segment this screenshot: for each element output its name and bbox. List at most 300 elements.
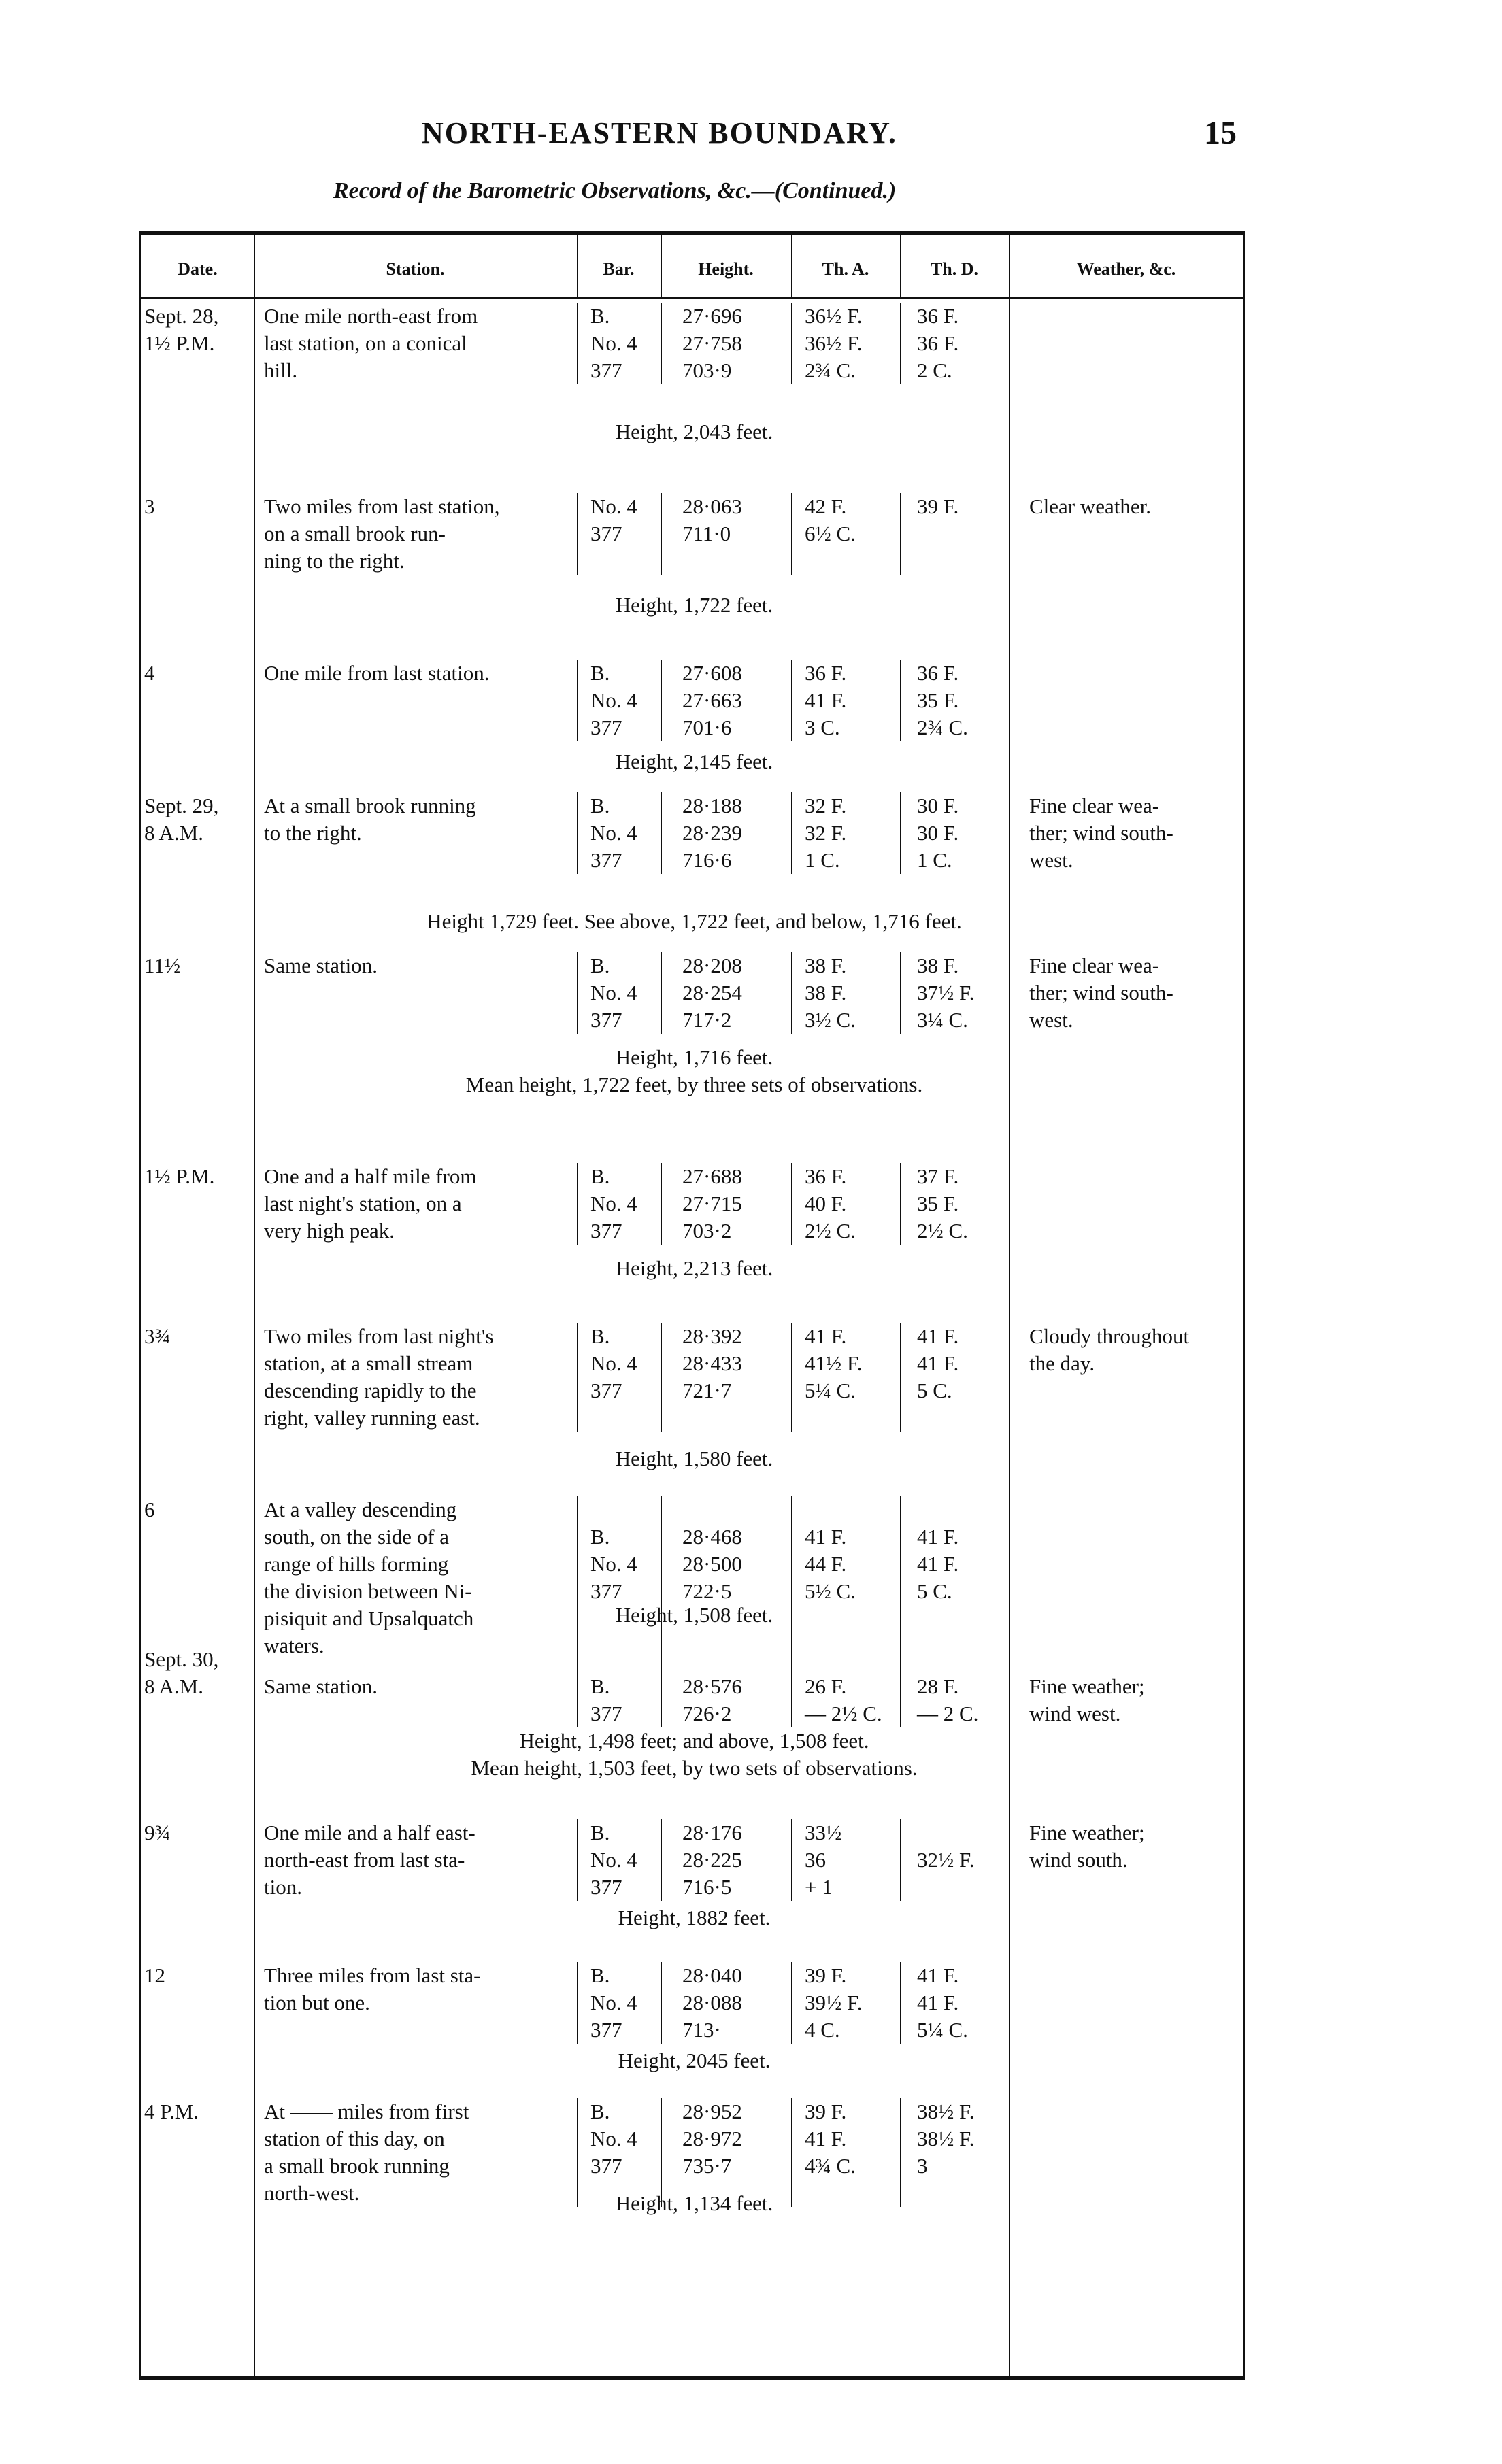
tha-line: 39 F. [805, 1963, 847, 1987]
height-line: 703·2 [682, 1219, 732, 1243]
station-line: to the right. [264, 821, 362, 845]
station-line: tion. [264, 1875, 302, 1899]
tha-cell [805, 303, 907, 384]
thd-line: 3 [917, 2154, 928, 2178]
cell-divider [577, 1496, 578, 1659]
bar-line: No. 4 [590, 2127, 637, 2150]
bar-line: B. [590, 1324, 610, 1348]
tha-cell [805, 1323, 907, 1404]
height-summary [141, 1255, 1247, 1282]
cell-divider [661, 1163, 662, 1245]
thd-line: 39 F. [917, 494, 959, 518]
date-cell [141, 952, 244, 979]
tha-line: 2½ C. [805, 1219, 856, 1243]
summary-line: Height, 2,043 feet. [615, 420, 773, 443]
station-line: At —— miles from first [264, 2099, 469, 2123]
thd-line: 35 F. [917, 688, 959, 712]
bar-line: No. 4 [590, 494, 637, 518]
tha-line: 42 F. [805, 494, 847, 518]
thd-cell [917, 660, 1002, 741]
height-cell [682, 493, 791, 547]
height-line: 701·6 [682, 715, 732, 739]
date-line: 8 A.M. [144, 821, 203, 845]
cell-divider [900, 792, 901, 874]
table-header-row [141, 235, 1243, 299]
bar-line: No. 4 [590, 331, 637, 355]
height-line: 721·7 [682, 1379, 732, 1402]
weather-cell [1029, 952, 1247, 1034]
thd-cell [917, 493, 1002, 520]
thd-line [917, 1496, 1002, 1523]
thd-line: 41 F. [917, 1324, 959, 1348]
station-line: hill. [264, 358, 298, 382]
cell-divider [577, 792, 578, 874]
page-header [0, 109, 1502, 170]
station-line: on a small brook run- [264, 522, 446, 545]
summary-line: Height, 1,508 feet. [615, 1603, 773, 1627]
cell-divider [661, 303, 662, 384]
tha-line: 26 F. [805, 1674, 847, 1698]
tha-line: 36½ F. [805, 331, 863, 355]
date-cell [141, 660, 244, 687]
date-cell [141, 1323, 244, 1350]
station-cell [264, 952, 556, 979]
station-line: ning to the right. [264, 549, 405, 573]
bar-cell [590, 493, 672, 547]
bar-line: 377 [590, 1875, 622, 1899]
station-line: pisiquit and Upsalquatch [264, 1606, 474, 1630]
date-line: Sept. 28, [144, 304, 219, 328]
thd-cell [917, 1323, 1002, 1404]
bar-line: No. 4 [590, 1351, 637, 1375]
height-cell [682, 1819, 791, 1901]
date-cell [141, 1962, 244, 1989]
weather-line: west. [1029, 848, 1073, 872]
tha-line: 40 F. [805, 1192, 847, 1215]
station-cell [264, 1962, 556, 2016]
height-line: 713· [682, 2018, 721, 2042]
height-line: 28·468 [682, 1525, 742, 1549]
station-line: At a small brook running [264, 794, 476, 817]
summary-line: Height, 2,145 feet. [615, 749, 773, 773]
tha-line: 1 C. [805, 848, 840, 872]
bar-line: 377 [590, 358, 622, 382]
cell-divider [900, 952, 901, 1034]
weather-cell [1029, 1819, 1247, 1874]
station-cell [264, 1163, 556, 1245]
station-cell [264, 660, 556, 687]
thd-cell [917, 1646, 1002, 1727]
height-line: 27·758 [682, 331, 742, 355]
height-summary [141, 1044, 1247, 1098]
date-cell [141, 1163, 244, 1190]
bar-line: B. [590, 953, 610, 977]
thd-cell [917, 792, 1002, 874]
tha-line: 3½ C. [805, 1008, 856, 1032]
thd-line: 37 F. [917, 1164, 959, 1188]
weather-line: ther; wind south- [1029, 821, 1173, 845]
thd-cell [917, 952, 1002, 1034]
bar-line: B. [590, 1164, 610, 1188]
height-line: 726·2 [682, 1702, 732, 1725]
summary-line: Height, 1,498 feet; and above, 1,508 feet. [519, 1729, 869, 1753]
bar-line: 377 [590, 715, 622, 739]
cell-divider [661, 792, 662, 874]
cell-divider [661, 1323, 662, 1432]
cell-divider [900, 493, 901, 575]
bar-line: No. 4 [590, 1192, 637, 1215]
bar-line: 377 [590, 1008, 622, 1032]
weather-cell [1029, 493, 1247, 520]
weather-line: Fine weather; [1029, 1674, 1145, 1698]
column-header-thd: Th. D. [930, 259, 979, 279]
height-line: 28·188 [682, 794, 742, 817]
height-cell [682, 1163, 791, 1245]
height-line: 27·715 [682, 1192, 742, 1215]
date-line: 11½ [144, 953, 181, 977]
weather-line: Clear weather. [1029, 494, 1152, 518]
station-line: Two miles from last night's [264, 1324, 494, 1348]
station-cell [264, 1646, 556, 1700]
bar-line: 377 [590, 1219, 622, 1243]
height-line: 27·696 [682, 304, 742, 328]
station-cell [264, 1496, 556, 1659]
cell-divider [661, 493, 662, 575]
tha-line: 38 F. [805, 981, 847, 1005]
bar-line: 377 [590, 1379, 622, 1402]
thd-line: 38½ F. [917, 2099, 975, 2123]
height-line: 716·6 [682, 848, 732, 872]
station-line: station, at a small stream [264, 1351, 473, 1375]
tha-cell [805, 1496, 907, 1605]
thd-line: 41 F. [917, 1525, 959, 1549]
tha-line: 6½ C. [805, 522, 856, 545]
tha-cell [805, 2098, 907, 2180]
height-line: 28·392 [682, 1324, 742, 1348]
cell-divider [577, 1962, 578, 2044]
tha-line: 41 F. [805, 2127, 847, 2150]
height-line: 28·176 [682, 1821, 742, 1844]
station-cell [264, 1819, 556, 1901]
tha-line: + 1 [805, 1875, 833, 1899]
weather-line: Fine clear wea- [1029, 794, 1160, 817]
weather-line: ther; wind south- [1029, 981, 1173, 1005]
summary-line: Height, 1882 feet. [618, 1906, 771, 1929]
date-line: Sept. 29, [144, 794, 219, 817]
date-line: 6 [144, 1498, 155, 1521]
date-line: 3¾ [144, 1324, 171, 1348]
tha-cell [805, 493, 907, 547]
thd-line: 36 F. [917, 331, 959, 355]
height-summary [141, 2047, 1247, 2074]
column-header-date: Date. [178, 259, 218, 279]
thd-line: 28 F. [917, 1674, 959, 1698]
station-line: One mile from last station. [264, 661, 490, 685]
weather-line: Cloudy throughout [1029, 1324, 1190, 1348]
tha-line [805, 1646, 907, 1673]
station-line: range of hills forming [264, 1552, 449, 1576]
summary-line: Height, 1,716 feet. [615, 1045, 773, 1069]
date-cell [141, 1646, 244, 1700]
summary-line: Height, 2045 feet. [618, 2048, 771, 2072]
cell-divider [661, 660, 662, 741]
thd-cell [917, 1163, 1002, 1245]
thd-line: 38½ F. [917, 2127, 975, 2150]
station-line: last station, on a conical [264, 331, 467, 355]
bar-cell [590, 1646, 672, 1727]
thd-line: 37½ F. [917, 981, 975, 1005]
tha-line: 5¼ C. [805, 1379, 856, 1402]
bar-line [590, 1496, 672, 1523]
cell-divider [791, 1819, 792, 1901]
height-line: 28·254 [682, 981, 742, 1005]
height-cell [682, 2098, 791, 2180]
summary-line: Mean height, 1,722 feet, by three sets of observations. [465, 1073, 923, 1096]
thd-line [917, 1819, 1002, 1846]
station-line: Three miles from last sta- [264, 1963, 481, 1987]
tha-line: — 2½ C. [805, 1702, 882, 1725]
weather-line: wind west. [1029, 1702, 1121, 1725]
weather-line [1029, 1646, 1247, 1673]
height-summary [141, 748, 1247, 775]
height-line: 28·208 [682, 953, 742, 977]
tha-cell [805, 792, 907, 874]
tha-cell [805, 1962, 907, 2044]
height-line: 28·225 [682, 1848, 742, 1872]
station-line: Same station. [264, 1674, 378, 1698]
thd-cell [917, 1819, 1002, 1874]
height-cell [682, 792, 791, 874]
column-header-height: Height. [698, 259, 754, 279]
height-summary [141, 1602, 1247, 1629]
height-line [682, 1646, 791, 1673]
date-line: 1½ P.M. [144, 1164, 215, 1188]
bar-line [590, 1646, 672, 1673]
page-number: 15 [1204, 115, 1237, 151]
weather-line: Fine clear wea- [1029, 953, 1160, 977]
bar-cell [590, 303, 672, 384]
bar-line: B. [590, 1674, 610, 1698]
column-header-station: Station. [386, 259, 445, 279]
height-line: 27·663 [682, 688, 742, 712]
station-line: One mile and a half east- [264, 1821, 475, 1844]
tha-line: 4¾ C. [805, 2154, 856, 2178]
station-cell [264, 1323, 556, 1432]
station-line: last night's station, on a [264, 1192, 462, 1215]
bar-line: B. [590, 1821, 610, 1844]
tha-cell [805, 1163, 907, 1245]
station-line: the division between Ni- [264, 1579, 472, 1603]
thd-line: 5¼ C. [917, 2018, 968, 2042]
thd-line: 41 F. [917, 1991, 959, 2014]
weather-line: wind south. [1029, 1848, 1128, 1872]
bar-line: No. 4 [590, 821, 637, 845]
height-line: 27·608 [682, 661, 742, 685]
cell-divider [900, 660, 901, 741]
cell-divider [791, 303, 792, 384]
tha-line: 3 C. [805, 715, 840, 739]
tha-line: 39 F. [805, 2099, 847, 2123]
station-line: right, valley running east. [264, 1406, 480, 1430]
bar-line: No. 4 [590, 981, 637, 1005]
thd-cell [917, 2098, 1002, 2180]
cell-divider [661, 952, 662, 1034]
height-cell [682, 660, 791, 741]
thd-line: 36 F. [917, 304, 959, 328]
tha-line: 4 C. [805, 2018, 840, 2042]
summary-line: Mean height, 1,503 feet, by two sets of observations. [471, 1756, 918, 1780]
cell-divider [577, 1323, 578, 1432]
table-caption: Record of the Barometric Observations, &c.—(Continued.) [333, 178, 897, 203]
bar-cell [590, 1163, 672, 1245]
bar-cell [590, 1496, 672, 1605]
cell-divider [577, 660, 578, 741]
station-line: waters. [264, 1634, 324, 1657]
bar-cell [590, 1819, 672, 1901]
tha-line: 33½ [805, 1821, 842, 1844]
tha-cell [805, 1819, 907, 1901]
height-line: 28·972 [682, 2127, 742, 2150]
column-header-weather: Weather, &c. [1076, 259, 1176, 279]
cell-divider [791, 493, 792, 575]
bar-cell [590, 1323, 672, 1404]
height-line: 28·576 [682, 1674, 742, 1698]
bar-line: No. 4 [590, 688, 637, 712]
thd-cell [917, 1496, 1002, 1605]
thd-line: 41 F. [917, 1351, 959, 1375]
height-line: 28·040 [682, 1963, 742, 1987]
date-line: Sept. 30, [144, 1647, 219, 1671]
height-summary [141, 418, 1247, 445]
tha-line [805, 1496, 907, 1523]
cell-divider [791, 1496, 792, 1659]
height-summary [141, 1727, 1247, 1782]
station-line: One mile north-east from [264, 304, 478, 328]
thd-line: 30 F. [917, 794, 959, 817]
height-summary [141, 2190, 1247, 2217]
cell-divider [661, 1819, 662, 1901]
height-cell [682, 952, 791, 1034]
height-line: 28·500 [682, 1552, 742, 1576]
bar-line: No. 4 [590, 1848, 637, 1872]
weather-cell [1029, 1323, 1247, 1377]
station-line: south, on the side of a [264, 1525, 450, 1549]
cell-divider [900, 303, 901, 384]
cell-divider [791, 1646, 792, 1727]
date-cell [141, 2098, 244, 2125]
date-line: 1½ P.M. [144, 331, 215, 355]
tha-line: 36 F. [805, 661, 847, 685]
bar-line: B. [590, 2099, 610, 2123]
date-line: 4 [144, 661, 155, 685]
cell-divider [791, 1163, 792, 1245]
cell-divider [791, 792, 792, 874]
bar-line: 377 [590, 848, 622, 872]
cell-divider [900, 1163, 901, 1245]
date-cell [141, 792, 244, 847]
tha-line: 39½ F. [805, 1991, 863, 2014]
cell-divider [661, 1962, 662, 2044]
date-line: 3 [144, 494, 155, 518]
station-cell [264, 792, 556, 847]
weather-cell [1029, 1646, 1247, 1727]
bar-line: B. [590, 1525, 610, 1549]
column-header-tha: Th. A. [822, 259, 869, 279]
date-line: 12 [144, 1963, 165, 1987]
thd-line: 2½ C. [917, 1219, 968, 1243]
tha-line: 36 [805, 1848, 826, 1872]
tha-line: 32 F. [805, 821, 847, 845]
station-line: very high peak. [264, 1219, 395, 1243]
cell-divider [577, 303, 578, 384]
station-line: At a valley descending [264, 1498, 457, 1521]
height-line: 703·9 [682, 358, 732, 382]
bar-line: 377 [590, 1702, 622, 1725]
tha-cell [805, 1646, 907, 1727]
height-cell [682, 1496, 791, 1605]
height-line: 28·952 [682, 2099, 742, 2123]
bar-line: B. [590, 794, 610, 817]
tha-cell [805, 952, 907, 1034]
tha-line: 41 F. [805, 688, 847, 712]
height-cell [682, 1962, 791, 2044]
date-line: 9¾ [144, 1821, 171, 1844]
summary-line: Height, 2,213 feet. [615, 1256, 773, 1280]
cell-divider [900, 1819, 901, 1901]
cell-divider [791, 952, 792, 1034]
cell-divider [791, 1962, 792, 2044]
bar-cell [590, 2098, 672, 2180]
tha-line: 38 F. [805, 953, 847, 977]
cell-divider [577, 493, 578, 575]
tha-line: 32 F. [805, 794, 847, 817]
thd-line: 41 F. [917, 1552, 959, 1576]
tha-line: 36 F. [805, 1164, 847, 1188]
station-line: station of this day, on [264, 2127, 445, 2150]
weather-line: Fine weather; [1029, 1821, 1145, 1844]
height-summary [141, 1904, 1247, 1931]
height-line: 28·433 [682, 1351, 742, 1375]
cell-divider [900, 1962, 901, 2044]
height-line: 711·0 [682, 522, 731, 545]
thd-line: 2 C. [917, 358, 952, 382]
date-line: 4 P.M. [144, 2099, 199, 2123]
column-header-bar: Bar. [603, 259, 635, 279]
station-line: Same station. [264, 953, 378, 977]
cell-divider [661, 1496, 662, 1659]
cell-divider [791, 660, 792, 741]
station-line [264, 1646, 556, 1673]
bar-line: No. 4 [590, 1552, 637, 1576]
height-summary [141, 908, 1247, 935]
tha-line: 2¾ C. [805, 358, 856, 382]
date-cell [141, 493, 244, 520]
height-line: 28·088 [682, 1991, 742, 2014]
height-cell [682, 1323, 791, 1404]
date-cell [141, 1496, 244, 1523]
thd-line: 3¼ C. [917, 1008, 968, 1032]
height-line: 735·7 [682, 2154, 732, 2178]
bar-cell [590, 792, 672, 874]
cell-divider [900, 1646, 901, 1727]
bar-cell [590, 952, 672, 1034]
height-line: 28·239 [682, 821, 742, 845]
height-line: 722·5 [682, 1579, 732, 1603]
bar-cell [590, 1962, 672, 2044]
bar-line: B. [590, 661, 610, 685]
weather-line: the day. [1029, 1351, 1095, 1375]
thd-line: 30 F. [917, 821, 959, 845]
